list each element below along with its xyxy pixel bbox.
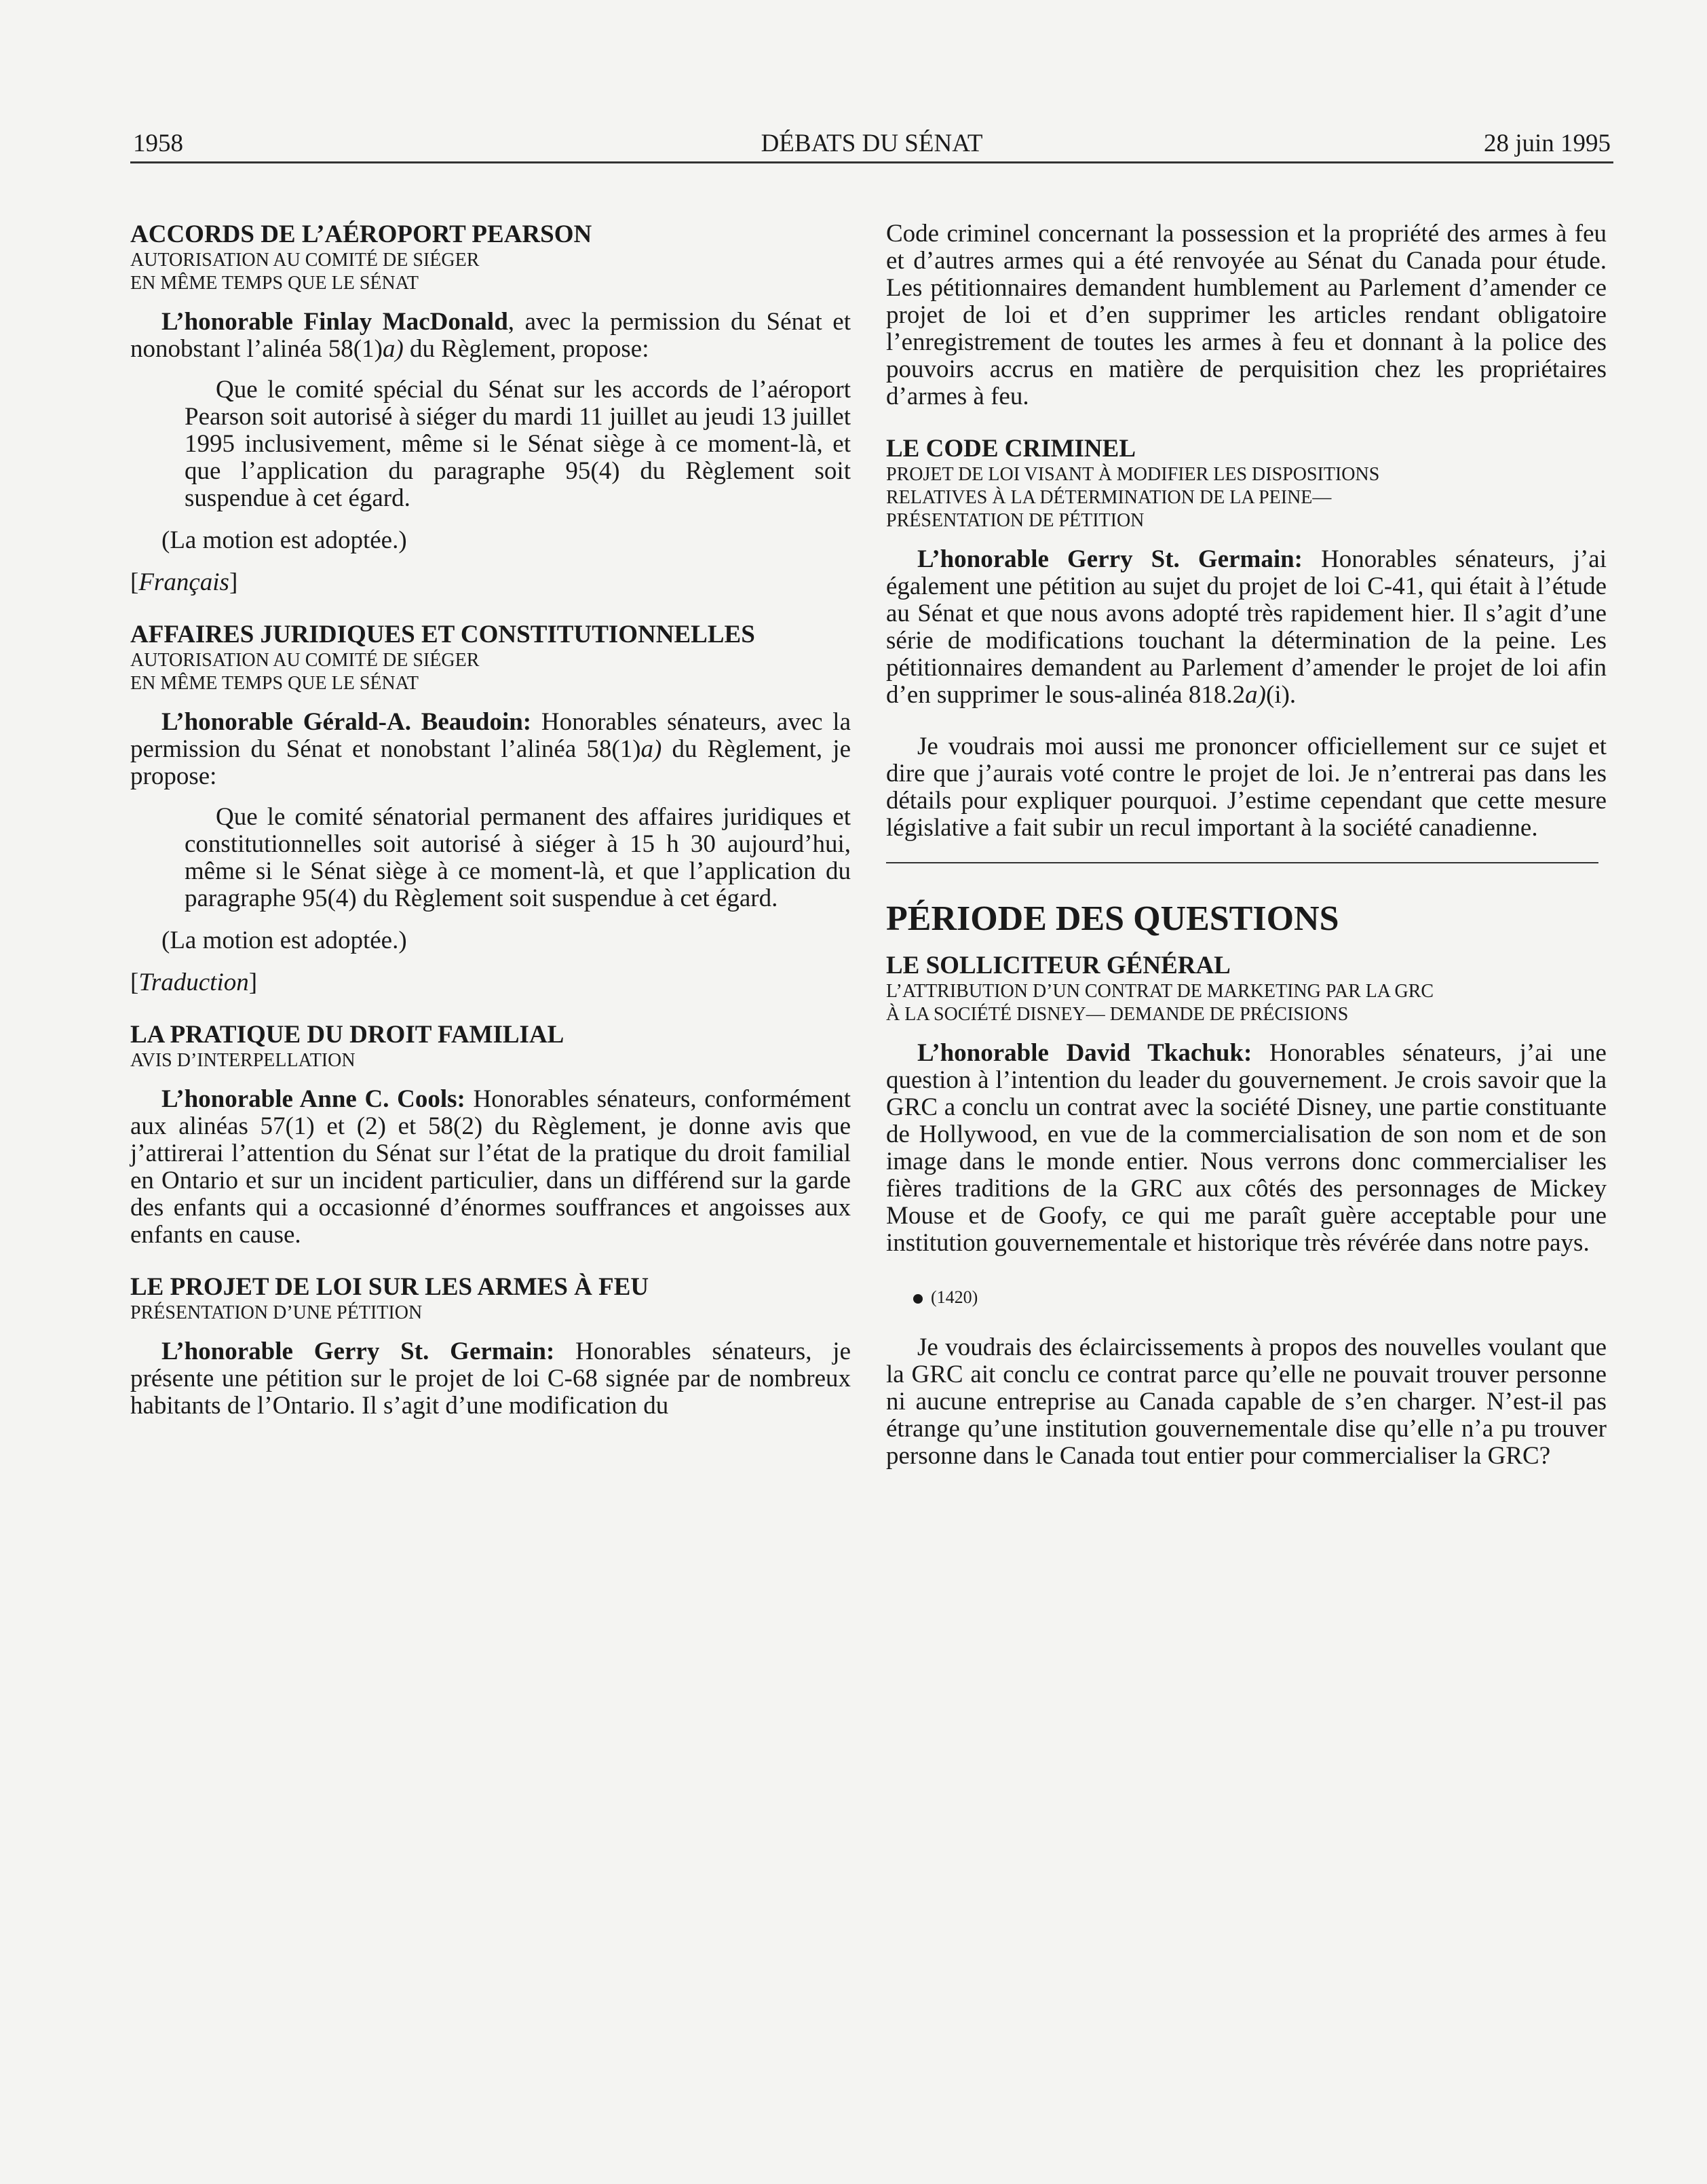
speech-text: du Règlement, propose: xyxy=(403,335,649,363)
speech-paragraph xyxy=(886,1040,1607,1257)
motion-quote: Que le comité spécial du Sénat sur les accords de l’aéroport Pearson soit autorisé à siéger du mardi 11 juillet au jeudi 13 juillet 1995 inclusivement, même si le Sénat siège à ce moment-là, et que l’application du paragraphe 95(4) du Règlement soit suspendue à cet égard. xyxy=(185,376,851,512)
speech-paragraph xyxy=(886,546,1607,709)
speaker-name: L’honorable Anne C. Cools: xyxy=(161,1085,465,1113)
section-title-armes-a-feu: LE PROJET DE LOI SUR LES ARMES À FEU xyxy=(130,1273,649,1301)
right-column xyxy=(886,220,1607,1470)
speech-text-italic: a) xyxy=(1245,681,1266,709)
time-marker-label: (1420) xyxy=(931,1287,978,1307)
bullet-icon xyxy=(913,1294,923,1304)
speech-text: Honorables sénateurs, j’ai une question à l’intention du leader du gouvernement. Je crois savoir que la GRC a conclu un contrat avec la société Disney, une partie constituante de Hollywood, en vue de la commercialisation de son nom et de son image dans le monde entier. Nous verrons donc commercialiser les fières traditions de la GRC aux côtés des personnages de Mickey Mouse et de Goofy, ce qui me paraît guère acceptable pour une institution gouvernementale et historique très révérée dans notre pays. xyxy=(886,1039,1607,1257)
speaker-name: L’honorable David Tkachuk: xyxy=(917,1039,1252,1067)
motion-quote: Que le comité sénatorial permanent des affaires juridiques et constitutionnelles soit autorisé à siéger à 15 h 30 aujourd’hui, même si le Sénat siège à ce moment-là, et que l’application du paragraphe 95(4) du Règlement soit suspendue à cet égard. xyxy=(185,803,851,912)
time-marker xyxy=(913,1284,1607,1311)
page-header xyxy=(130,126,1613,163)
speech-text: du Règlement, je propose: xyxy=(130,735,851,790)
section-title-juridiques: AFFAIRES JURIDIQUES ET CONSTITUTIONNELLES xyxy=(130,621,755,648)
section-subtitle: À LA SOCIÉTÉ DISNEY— DEMANDE DE PRÉCISIONS xyxy=(886,1004,1349,1025)
section-subtitle: PRÉSENTATION D’UNE PÉTITION xyxy=(130,1302,423,1323)
language-label: Traduction xyxy=(138,969,249,996)
speech-paragraph xyxy=(130,1338,851,1420)
section-title-solliciteur: LE SOLLICITEUR GÉNÉRAL xyxy=(886,952,1231,979)
speaker-name: L’honorable Gérald-A. Beaudoin: xyxy=(161,708,532,736)
speaker-name: L’honorable Finlay MacDonald xyxy=(161,308,508,336)
page-date: 28 juin 1995 xyxy=(1483,130,1611,157)
continued-paragraph: Code criminel concernant la possession et la propriété des armes à feu et d’autres armes qui a été renvoyée au Sénat du Canada pour étude. Les pétitionnaires demandent humblement au Parlement d’amender ce projet de loi et d’en supprimer les articles rendant obligatoire l’enregistrement de toutes les armes à feu et donnant à la police des pouvoirs accrus en matière de perquisition chez les propriétaires d’armes à feu. xyxy=(886,220,1607,410)
speech-paragraph: Je voudrais moi aussi me prononcer officiellement sur ce sujet et dire que j’aurais voté contre le projet de loi. Je n’entrerai pas dans les détails pour expliquer pourquoi. J’estime cependant que cette mesure législative a fait subir un recul important à la société canadienne. xyxy=(886,733,1607,842)
speech-paragraph xyxy=(130,709,851,790)
speech-text-italic: a) xyxy=(382,335,404,363)
speaker-name: L’honorable Gerry St. Germain: xyxy=(917,545,1303,573)
motion-result: (La motion est adoptée.) xyxy=(161,526,407,554)
language-marker: [Français] xyxy=(130,568,238,596)
speaker-name: L’honorable Gerry St. Germain: xyxy=(161,1338,555,1365)
section-subtitle: RELATIVES À LA DÉTERMINATION DE LA PEINE— xyxy=(886,487,1332,508)
section-subtitle: L’ATTRIBUTION D’UN CONTRAT DE MARKETING PAR LA GRC xyxy=(886,981,1434,1002)
language-label: Français xyxy=(138,568,229,596)
section-subtitle: EN MÊME TEMPS QUE LE SÉNAT xyxy=(130,273,419,294)
speech-text: Honorables sénateurs, conformément aux alinéas 57(1) et (2) et 58(2) du Règlement, je donne avis que j’attirerai l’attention du Sénat sur l’état de la pratique du droit familial en Ontario et sur un incident particulier, dans un différend sur la garde des enfants qui a occasionné d’énormes souffrances et angoisses aux enfants en cause. xyxy=(130,1085,851,1249)
speech-text: Honorables sénateurs, j’ai également une pétition au sujet du projet de loi C-41, qui était à l’étude au Sénat et que nous avons adopté très rapidement hier. Il s’agit d’une série de modifications touchant la détermination de la peine. Les pétitionnaires demandent au Parlement d’amender le projet de loi afin d’en supprimer le sous-alinéa 818.2 xyxy=(886,545,1607,709)
speech-text: Honorables sénateurs, avec la permission du Sénat et nonobstant l’alinéa 58(1) xyxy=(130,708,851,763)
publication-title: DÉBATS DU SÉNAT xyxy=(761,130,983,157)
page-number: 1958 xyxy=(133,130,183,157)
speech-paragraph: Je voudrais des éclaircissements à propos des nouvelles voulant que la GRC ait conclu ce contrat parce qu’elle ne pouvait trouver personne ni aucune entreprise au Canada capable de s’en charger. N’est-il pas étrange qu’une institution gouvernementale dise qu’elle n’a pu trouver personne dans le Canada tout entier pour commercialiser la GRC? xyxy=(886,1333,1607,1470)
part-title-periode-des-questions: PÉRIODE DES QUESTIONS xyxy=(886,899,1339,938)
section-subtitle: AVIS D’INTERPELLATION xyxy=(130,1050,356,1071)
speech-paragraph xyxy=(130,309,851,363)
speech-paragraph xyxy=(130,1086,851,1249)
section-subtitle: AUTORISATION AU COMITÉ DE SIÉGER xyxy=(130,250,480,271)
speech-text: , avec la permission du Sénat et nonobstant l’alinéa 58(1) xyxy=(130,308,851,363)
section-subtitle: AUTORISATION AU COMITÉ DE SIÉGER xyxy=(130,650,480,671)
section-subtitle: PRÉSENTATION DE PÉTITION xyxy=(886,510,1145,531)
language-marker: [Traduction] xyxy=(130,969,258,996)
section-title-droit-familial: LA PRATIQUE DU DROIT FAMILIAL xyxy=(130,1021,564,1049)
section-title-code-criminel: LE CODE CRIMINEL xyxy=(886,435,1136,463)
section-subtitle: EN MÊME TEMPS QUE LE SÉNAT xyxy=(130,673,419,694)
speech-text-italic: a) xyxy=(640,735,662,763)
left-column xyxy=(130,220,851,1420)
motion-result: (La motion est adoptée.) xyxy=(161,927,407,954)
section-subtitle: PROJET DE LOI VISANT À MODIFIER LES DISPOSITIONS xyxy=(886,464,1380,485)
speech-text: Honorables sénateurs, je présente une pétition sur le projet de loi C-68 signée par de nombreux habitants de l’Ontario. Il s’agit d’une modification du xyxy=(130,1338,851,1420)
section-title-pearson: ACCORDS DE L’AÉROPORT PEARSON xyxy=(130,220,592,248)
speech-text: (i). xyxy=(1266,681,1297,709)
